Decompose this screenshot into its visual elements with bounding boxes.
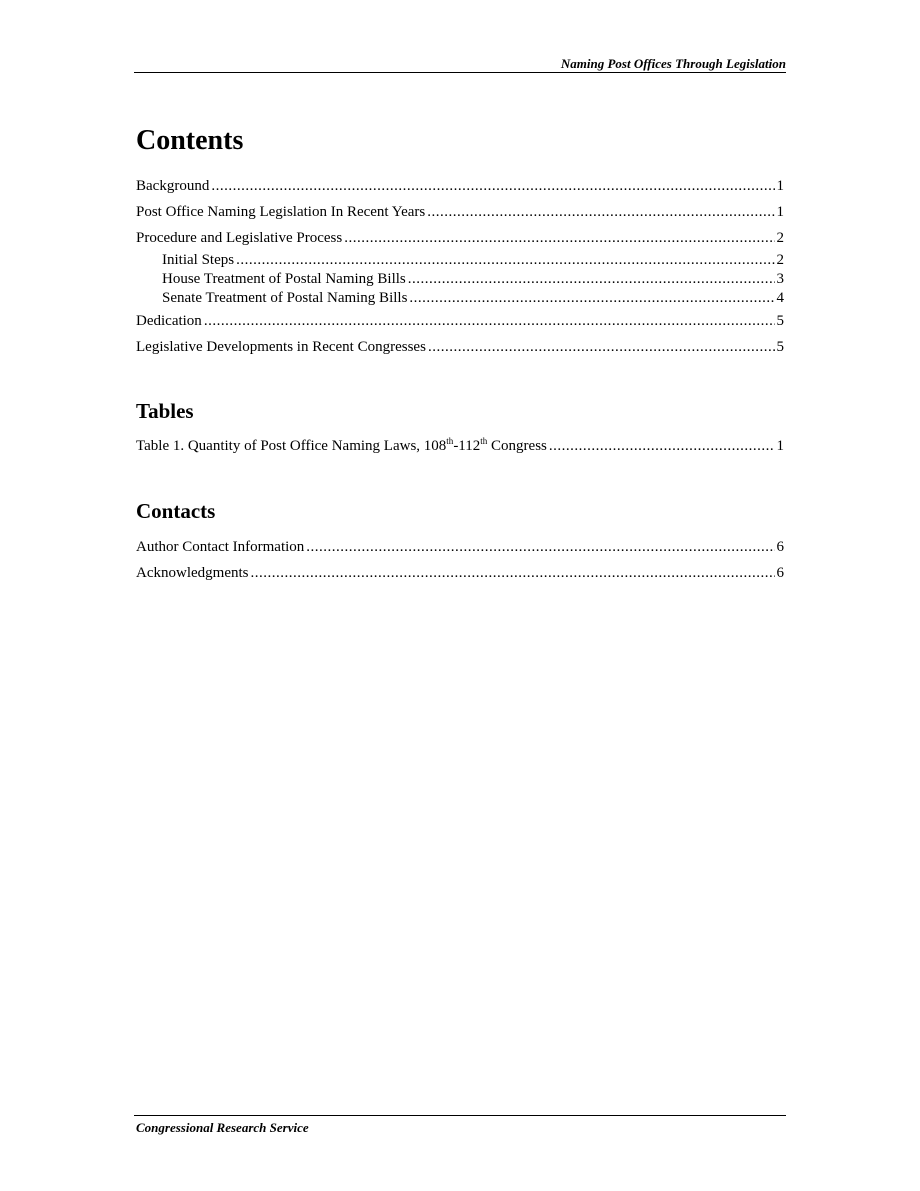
toc-dot-leader xyxy=(428,338,775,356)
toc-dot-leader xyxy=(211,177,774,195)
toc-page-number: 1 xyxy=(776,204,784,220)
running-header-title: Naming Post Offices Through Legislation xyxy=(560,56,786,71)
toc-entry-author-contact-information[interactable] xyxy=(136,538,784,556)
toc-entry-house-treatment[interactable] xyxy=(162,270,784,288)
toc-entry-initial-steps[interactable] xyxy=(162,251,784,269)
header-rule xyxy=(134,72,786,73)
toc-dot-leader xyxy=(427,203,774,221)
toc-dot-leader xyxy=(344,229,774,247)
toc-entry-table-1[interactable] xyxy=(136,437,784,455)
toc-page-number: 6 xyxy=(776,565,784,581)
toc-page-number: 5 xyxy=(776,339,784,355)
toc-dot-leader xyxy=(250,564,774,582)
toc-entry-acknowledgments[interactable] xyxy=(136,564,784,582)
toc-dot-leader xyxy=(409,289,774,307)
toc-entry-post-office-naming-legislation[interactable] xyxy=(136,203,784,221)
toc-dot-leader xyxy=(236,251,774,269)
toc-entry-senate-treatment[interactable] xyxy=(162,289,784,307)
table-label-part: Table 1. Quantity of Post Office Naming Laws, 108 xyxy=(136,438,447,454)
toc-dot-leader xyxy=(306,538,774,556)
toc-entry-legislative-developments[interactable] xyxy=(136,338,784,356)
toc-dot-leader xyxy=(549,437,775,455)
toc-page-number: 1 xyxy=(776,178,784,194)
toc-page-number: 4 xyxy=(776,290,784,306)
superscript-ordinal: th xyxy=(446,436,454,446)
toc-entry-label: Acknowledgments xyxy=(136,565,249,581)
toc-entry-label: Legislative Developments in Recent Congresses xyxy=(136,339,426,355)
toc-page-number: 1 xyxy=(776,438,784,454)
toc-dot-leader xyxy=(204,312,775,330)
toc-entry-label: Procedure and Legislative Process xyxy=(136,230,343,246)
toc-entry-label: Senate Treatment of Postal Naming Bills xyxy=(162,290,408,306)
toc-page-number: 6 xyxy=(776,539,784,555)
footer-rule xyxy=(134,1115,786,1116)
tables-heading: Tables xyxy=(136,399,194,423)
contents-heading: Contents xyxy=(136,125,244,156)
toc-page-number: 2 xyxy=(776,252,784,268)
toc-entry-label xyxy=(136,437,547,455)
toc-page-number: 5 xyxy=(776,313,784,329)
toc-entry-label: Initial Steps xyxy=(162,252,235,268)
toc-entry-dedication[interactable] xyxy=(136,312,784,330)
toc-entry-procedure-and-legislative-process[interactable] xyxy=(136,229,784,247)
toc-entry-label: Background xyxy=(136,178,210,194)
contacts-heading: Contacts xyxy=(136,499,216,523)
toc-entry-background[interactable] xyxy=(136,177,784,195)
toc-entry-label: House Treatment of Postal Naming Bills xyxy=(162,271,406,287)
footer-publisher: Congressional Research Service xyxy=(136,1120,309,1135)
table-label-part: -112 xyxy=(453,438,481,454)
toc-entry-label: Post Office Naming Legislation In Recent Years xyxy=(136,204,426,220)
table-label-part: Congress xyxy=(487,438,547,454)
toc-entry-label: Dedication xyxy=(136,313,202,329)
toc-entry-label: Author Contact Information xyxy=(136,539,305,555)
toc-dot-leader xyxy=(408,270,775,288)
superscript-ordinal: th xyxy=(480,436,488,446)
toc-page-number: 3 xyxy=(776,271,784,287)
toc-page-number: 2 xyxy=(776,230,784,246)
